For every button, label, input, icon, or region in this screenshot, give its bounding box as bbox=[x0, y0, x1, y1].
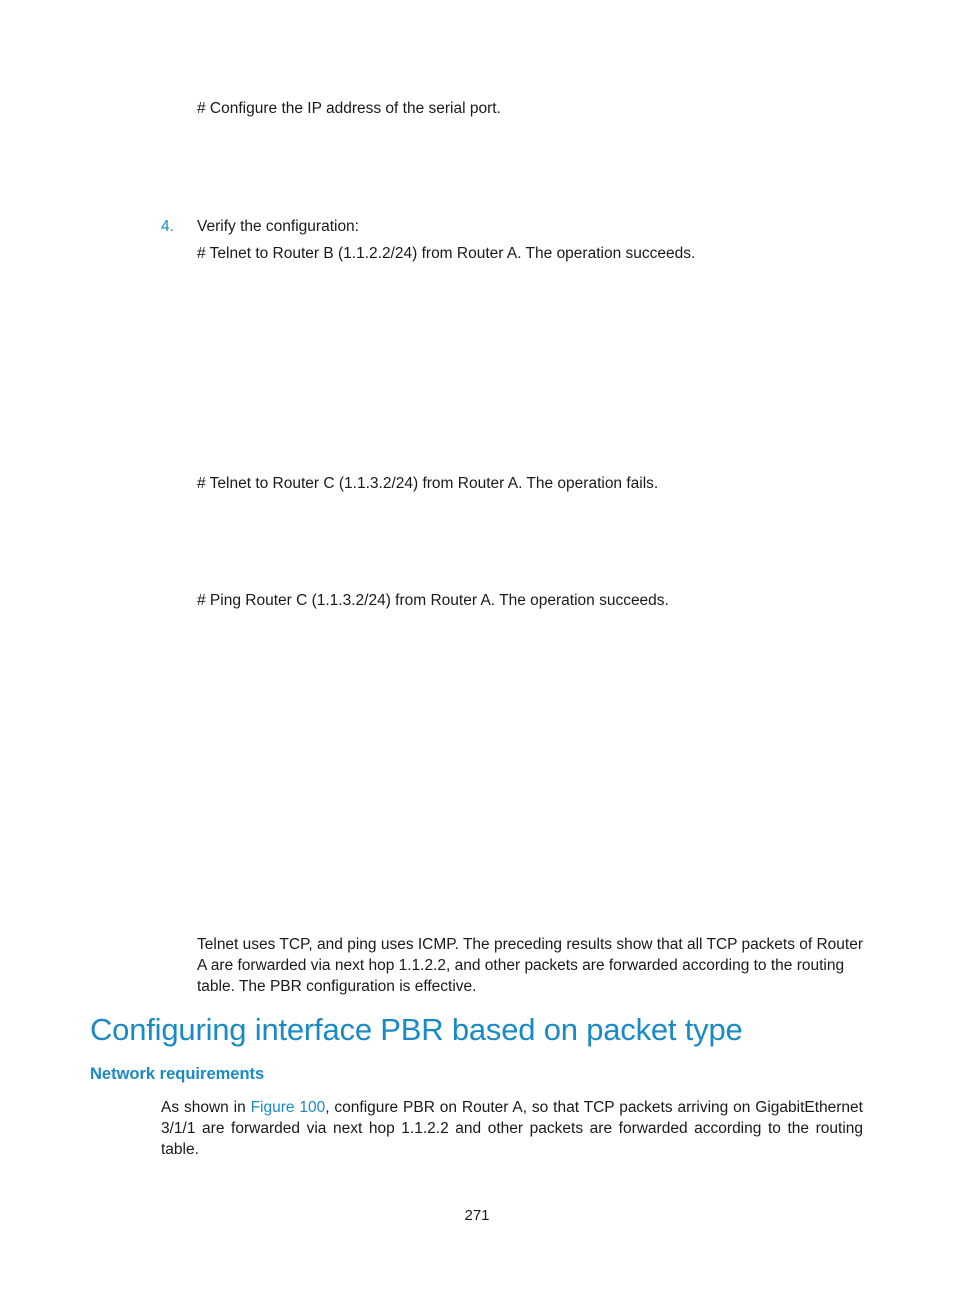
ping-router-c-comment: # Ping Router C (1.1.3.2/24) from Router A. The operation succeeds. bbox=[197, 592, 669, 609]
requirements-paragraph bbox=[161, 1097, 863, 1160]
step3-comment: # Configure the IP address of the serial port. bbox=[197, 100, 501, 117]
figure-100-link[interactable]: Figure 100 bbox=[250, 1099, 326, 1116]
requirements-suffix: , configure PBR on Router A, so that TCP packets arriving on GigabitEthernet 3/1/1 are forwarded via next hop 1.1.2.2 and other packets are forwarded according to the routing table. bbox=[161, 1099, 863, 1158]
step4-title: Verify the configuration: bbox=[197, 218, 359, 235]
subsection-heading: Network requirements bbox=[90, 1065, 265, 1083]
telnet-router-c-comment: # Telnet to Router C (1.1.3.2/24) from Router A. The operation fails. bbox=[197, 475, 659, 492]
conclusion-paragraph: Telnet uses TCP, and ping uses ICMP. The preceding results show that all TCP packets of Router A are forwarded via next hop 1.1.2.2, and other packets are forwarded according to the routing table. The PBR configuration is effective. bbox=[197, 936, 864, 995]
section-heading: Configuring interface PBR based on packet type bbox=[90, 1012, 743, 1047]
requirements-prefix: As shown in bbox=[161, 1099, 251, 1116]
telnet-router-b-comment: # Telnet to Router B (1.1.2.2/24) from Router A. The operation succeeds. bbox=[197, 245, 696, 262]
step4-number: 4. bbox=[161, 218, 174, 235]
page-number: 271 bbox=[464, 1207, 490, 1224]
